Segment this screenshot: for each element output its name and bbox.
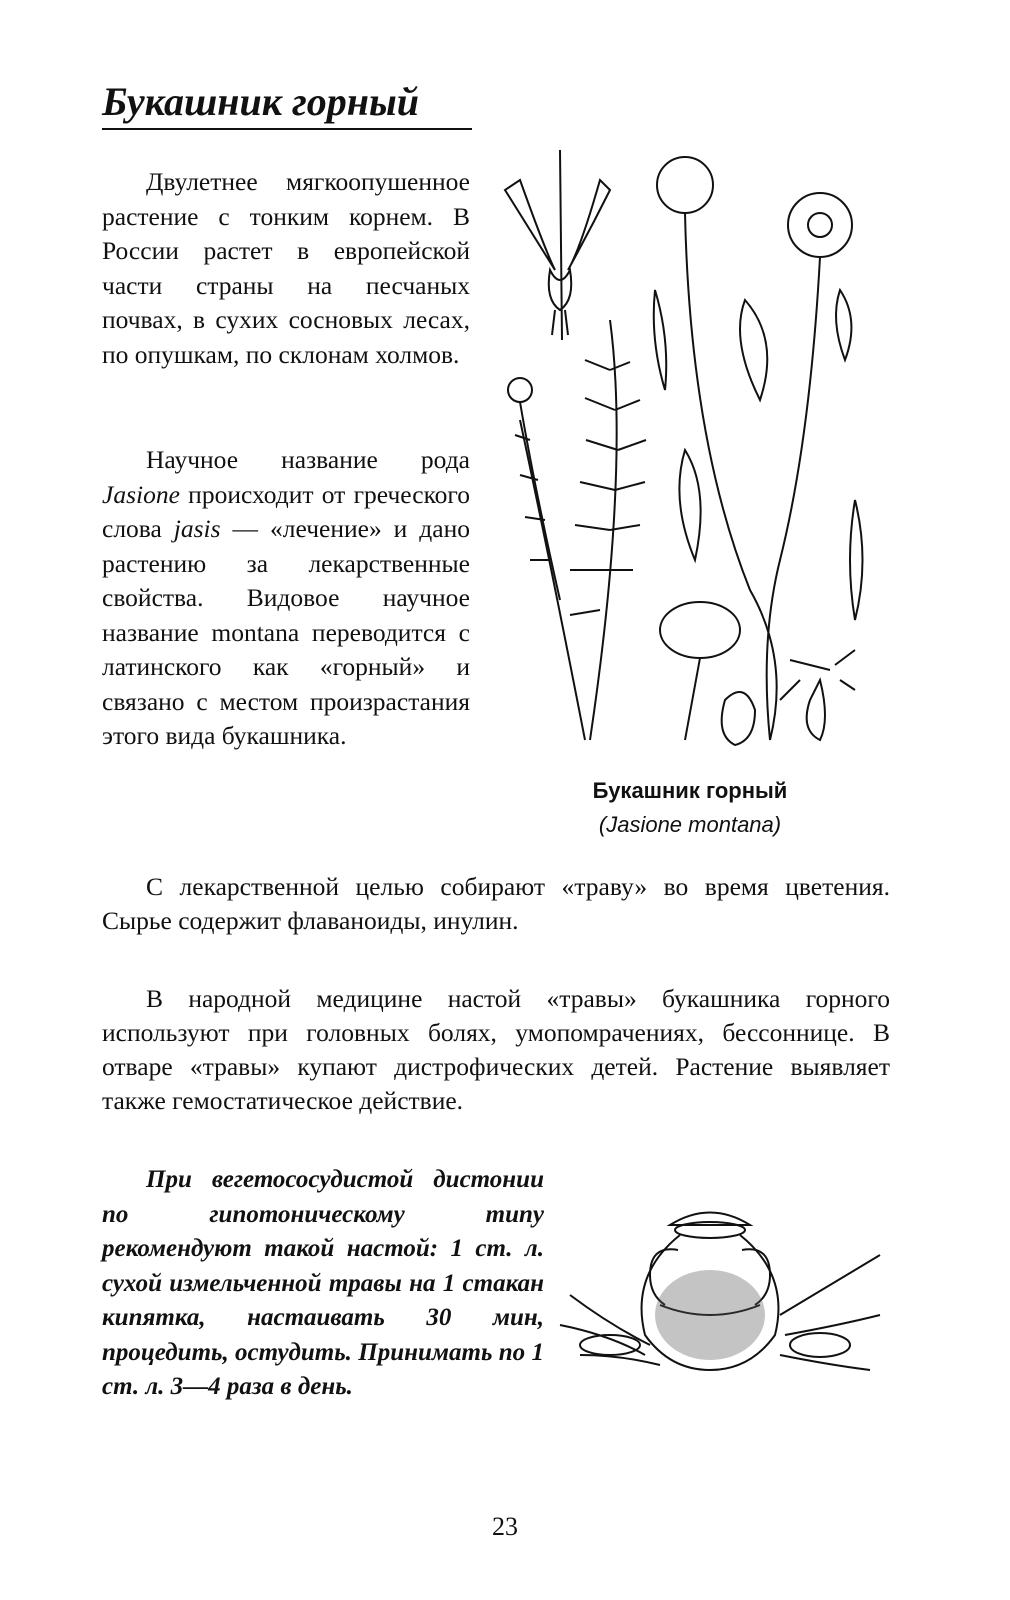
collection-paragraph (102, 870, 890, 938)
species-name: montana (211, 617, 300, 647)
etymology-paragraph (102, 443, 470, 754)
page-title: Букашник горный (102, 78, 472, 130)
etymology-part2: происходит от греческого слова (102, 479, 470, 543)
folk-medicine-text: В народной медицине настой «травы» букашника горного используют при головных болях, умопомрачениях, бессоннице. В отваре «травы» купают дистрофических детей. Растение выявляет также гемостатическое действие. (102, 984, 890, 1115)
recipe-text: При вегетососудистой дистонии по гипотоническому типу рекомендуют такой настой: 1 ст. л. сухой измельченной травы на 1 стакан кипятка, настаивать 30 мин, процедить, остудить. Принимать по 1 ст. л. 3—4 раза в день. (102, 1166, 544, 1400)
genus-name: Jasione (102, 479, 180, 509)
folk-medicine-paragraph (102, 982, 890, 1118)
etymology-part4: переводится с латинского как «горный» и связано с местом произрастания этого вида букашника. (102, 617, 470, 750)
plant-illustration (490, 140, 890, 760)
etymology-part3: — «лечение» и дано растению за лекарственные свойства. Видовое научное название (102, 514, 470, 647)
recipe-paragraph (102, 1163, 544, 1405)
etymology-text (102, 443, 470, 754)
etymology-part1: Научное название рода (146, 445, 470, 474)
page-number: 23 (492, 1512, 518, 1541)
figure-caption-latin: (Jasione montana) (598, 812, 782, 837)
figure-caption-title: Букашник горный (592, 778, 788, 803)
greek-word: jasis (173, 514, 221, 543)
pot-herbs-vignette (550, 1195, 890, 1385)
description-paragraph (102, 165, 470, 372)
description-text: Двулетнее мягкоопушенное растение с тонким корнем. В России растет в европейской части страны на песчаных почвах, в сухих сосновых лесах, по опушкам, по склонам холмов. (102, 167, 470, 369)
collection-text: С лекарственной целью собирают «траву» во время цветения. Сырье содержит флаваноиды, инулин. (102, 872, 890, 935)
